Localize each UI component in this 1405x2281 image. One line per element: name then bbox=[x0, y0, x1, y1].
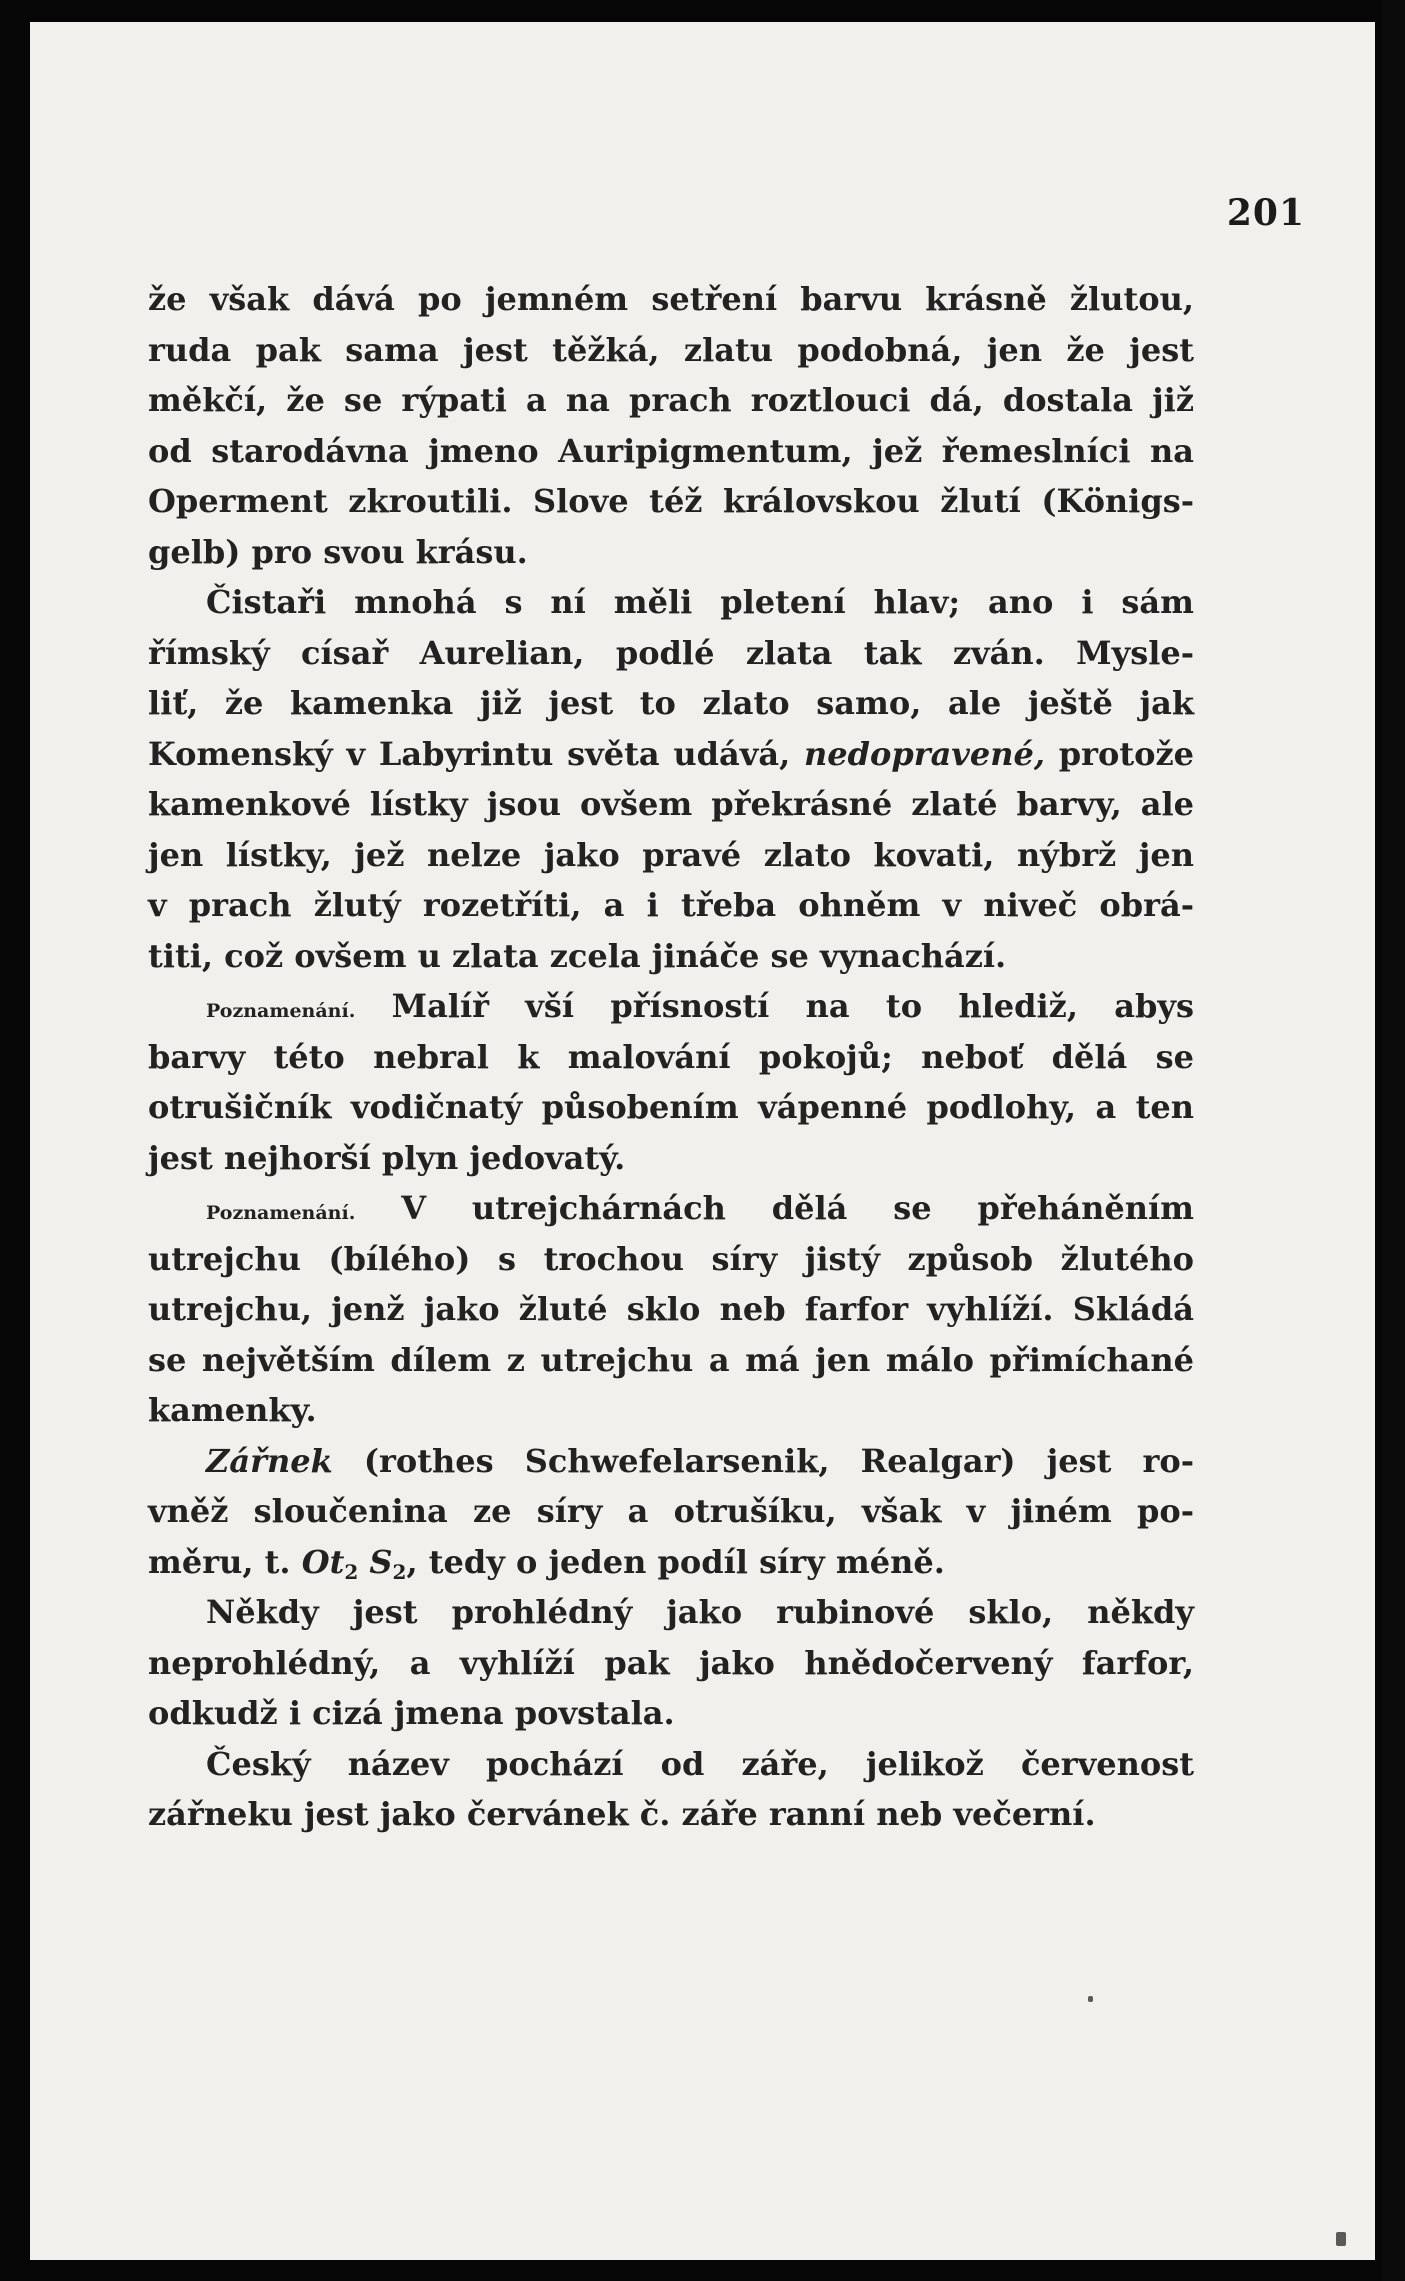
formula-subscript: 2 bbox=[344, 1559, 359, 1584]
text-line: kamenkové lístky jsou ovšem překrásné zlaté barvy, ale bbox=[148, 785, 1194, 823]
text-line: že však dává po jemném setření barvu krásně žlutou, bbox=[148, 280, 1194, 318]
text-line: zářneku jest jako červánek č. záře ranní neb večerní. bbox=[148, 1795, 1096, 1833]
text-segment: V utrejchárnách dělá se přeháněním bbox=[401, 1189, 1195, 1227]
text-line bbox=[148, 1183, 1194, 1234]
text-line: neprohlédný, a vyhlíží pak jako hnědočervený farfor, bbox=[148, 1643, 1194, 1682]
italic-term: nedopravené, bbox=[803, 734, 1046, 773]
text-segment: (rothes Schwefelarsenik, Realgar) jest ro- bbox=[363, 1441, 1195, 1480]
text-line: vněž sloučenina ze síry a otrušíku, však v jiném po- bbox=[148, 1492, 1194, 1530]
text-line: Někdy jest prohlédný jako rubinové sklo, někdy bbox=[206, 1593, 1194, 1631]
text-line: Český název pochází od záře, jelikož červenost bbox=[206, 1744, 1194, 1783]
text-line: gelb) pro svou krásu. bbox=[148, 532, 528, 571]
text-segment: měru, t. bbox=[148, 1542, 291, 1581]
formula-symbol: S bbox=[369, 1542, 393, 1581]
note-label: Poznamenání. bbox=[206, 1202, 356, 1224]
text-line: jen lístky, jež nelze jako pravé zlato kovati, nýbrž jen bbox=[148, 835, 1194, 874]
text-line bbox=[148, 729, 1194, 780]
text-line: barvy této nebral k malování pokojů; neboť dělá se bbox=[148, 1037, 1194, 1076]
text-line: římský císař Aurelian, podlé zlata tak zván. Mysle- bbox=[148, 633, 1194, 672]
text-line: otrušičník vodičnatý působením vápenné podlohy, a ten bbox=[148, 1088, 1194, 1126]
note-label: Poznamenání. bbox=[206, 1000, 356, 1022]
text-segment: Komenský v Labyrintu světa udává, bbox=[148, 734, 791, 773]
text-line: liť, že kamenka již jest to zlato samo, ale ještě jak bbox=[148, 684, 1194, 722]
text-line bbox=[148, 1537, 1194, 1588]
body-text bbox=[148, 274, 1194, 1840]
text-line: utrejchu (bílého) s trochou síry jistý způsob žlutého bbox=[148, 1239, 1194, 1278]
text-line: Operment zkroutili. Slove též královskou žlutí (Königs- bbox=[148, 482, 1194, 520]
text-line bbox=[148, 1436, 1194, 1487]
text-line: v prach žlutý rozetříti, a i třeba ohněm v niveč obrá- bbox=[148, 886, 1194, 924]
text-line: měkčí, že se rýpati a na prach roztlouci dá, dostala již bbox=[148, 381, 1194, 419]
scan-edge bbox=[1382, 0, 1405, 2281]
print-speck bbox=[1336, 2232, 1346, 2246]
print-speck bbox=[1088, 1996, 1093, 2002]
text-line: titi, což ovšem u zlata zcela jináče se vynachází. bbox=[148, 936, 1007, 975]
text-line bbox=[148, 981, 1194, 1032]
text-line: Čistaři mnohá s ní měli pletení hlav; ano i sám bbox=[206, 583, 1194, 621]
page-number: 201 bbox=[1226, 192, 1305, 234]
text-line: ruda pak sama jest těžká, zlatu podobná, jen že jest bbox=[148, 330, 1194, 369]
formula-subscript: 2 bbox=[392, 1559, 407, 1584]
formula-symbol: Ot bbox=[301, 1542, 345, 1581]
text-line: jest nejhorší plyn jedovatý. bbox=[148, 1138, 626, 1177]
text-line: kamenky. bbox=[148, 1391, 317, 1429]
text-segment: , tedy o jeden podíl síry méně. bbox=[406, 1542, 945, 1581]
text-segment: protože bbox=[1058, 734, 1195, 773]
book-page bbox=[30, 22, 1375, 2260]
text-line: utrejchu, jenž jako žluté sklo neb farfor vyhlíží. Skládá bbox=[148, 1290, 1194, 1328]
text-line: se největším dílem z utrejchu a má jen málo přimíchané bbox=[148, 1340, 1194, 1379]
text-line: od starodávna jmeno Auripigmentum, jež řemeslníci na bbox=[148, 431, 1194, 470]
italic-term: Zářnek bbox=[206, 1441, 333, 1480]
text-line: odkudž i cizá jmena povstala. bbox=[148, 1694, 675, 1732]
text-segment: Malíř vší přísností na to hlediž, abys bbox=[391, 987, 1195, 1025]
